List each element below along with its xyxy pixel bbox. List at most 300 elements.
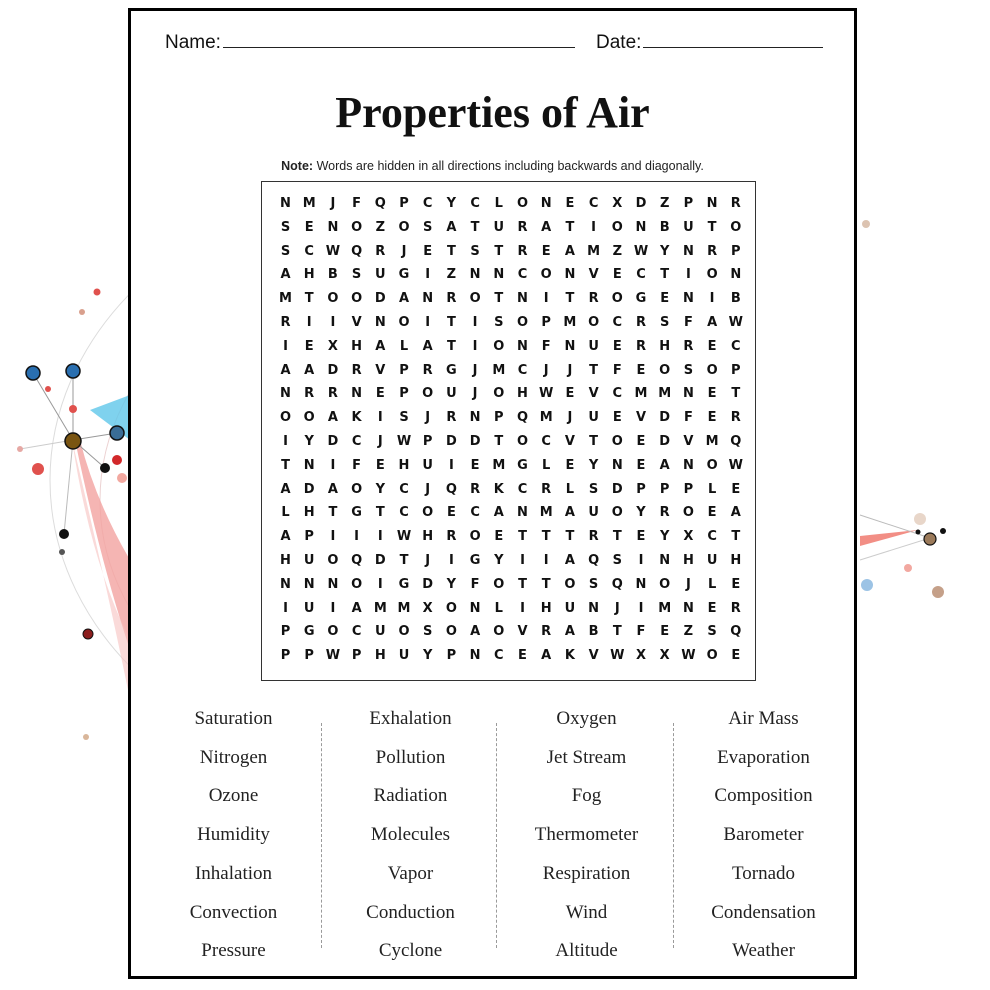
grid-letter: P bbox=[280, 624, 291, 640]
grid-letter: A bbox=[327, 481, 338, 497]
grid-letter: R bbox=[588, 291, 599, 307]
grid-letter: X bbox=[635, 648, 647, 664]
grid-letter: I bbox=[685, 267, 691, 283]
grid-letter: V bbox=[588, 648, 599, 664]
grid-letter: A bbox=[564, 553, 575, 568]
name-label: Name: bbox=[165, 32, 221, 53]
grid-letter: O bbox=[279, 410, 292, 426]
grid-letter: M bbox=[397, 600, 411, 616]
grid-letter: I bbox=[425, 315, 431, 330]
instructions-note bbox=[131, 159, 854, 173]
grid-letter: F bbox=[541, 338, 551, 354]
grid-letter: C bbox=[422, 196, 433, 211]
grid-letter: M bbox=[658, 600, 672, 616]
grid-letter: R bbox=[635, 338, 646, 354]
grid-letter: E bbox=[707, 338, 717, 354]
column-divider bbox=[673, 723, 674, 948]
grid-letter: I bbox=[330, 457, 336, 473]
grid-letter: T bbox=[707, 219, 717, 235]
grid-letter: V bbox=[564, 434, 575, 449]
grid-letter: A bbox=[707, 315, 718, 330]
grid-letter: C bbox=[399, 481, 409, 497]
grid-letter: T bbox=[446, 338, 456, 354]
grid-letter: R bbox=[730, 600, 741, 616]
grid-letter: H bbox=[517, 386, 528, 402]
grid-letter: R bbox=[446, 410, 457, 426]
grid-letter: J bbox=[472, 386, 478, 402]
grid-letter: I bbox=[377, 529, 383, 545]
grid-letter: J bbox=[567, 410, 573, 426]
grid-letter: I bbox=[472, 315, 478, 330]
grid-letter: N bbox=[351, 386, 363, 402]
grid-letter: T bbox=[281, 457, 290, 473]
grid-letter: S bbox=[280, 243, 291, 259]
grid-letter: P bbox=[541, 315, 551, 330]
grid-letter: Q bbox=[351, 553, 363, 568]
grid-letter: J bbox=[330, 196, 336, 211]
grid-letter: R bbox=[280, 315, 291, 330]
word-list-item: Thermometer bbox=[534, 824, 639, 846]
grid-letter: A bbox=[564, 505, 575, 521]
grid-letter: R bbox=[517, 243, 528, 259]
grid-letter: Z bbox=[659, 196, 670, 211]
grid-letter: J bbox=[614, 600, 620, 616]
grid-letter: L bbox=[542, 457, 551, 473]
grid-letter: O bbox=[588, 315, 600, 330]
grid-letter: O bbox=[422, 386, 434, 402]
word-list-item: Evaporation bbox=[717, 746, 810, 768]
grid-letter: K bbox=[493, 481, 504, 497]
grid-letter: W bbox=[633, 243, 649, 259]
grid-letter: E bbox=[707, 410, 717, 426]
grid-letter: P bbox=[683, 196, 694, 211]
grid-letter: O bbox=[493, 386, 505, 402]
grid-letter: R bbox=[588, 529, 599, 545]
grid-letter: E bbox=[707, 505, 717, 521]
grid-letter: R bbox=[422, 362, 433, 378]
grid-letter: O bbox=[659, 362, 671, 378]
grid-letter: M bbox=[705, 434, 719, 449]
grid-letter: G bbox=[398, 576, 410, 592]
grid-letter: R bbox=[683, 338, 694, 354]
grid-letter: U bbox=[588, 338, 599, 354]
grid-letter: U bbox=[493, 219, 505, 235]
grid-letter: N bbox=[469, 267, 481, 283]
grid-letter: J bbox=[567, 362, 573, 378]
grid-letter: D bbox=[327, 362, 339, 378]
grid-letter: T bbox=[541, 576, 551, 592]
grid-letter: P bbox=[446, 648, 457, 664]
word-list-item: Humidity bbox=[197, 824, 270, 846]
grid-letter: T bbox=[446, 243, 456, 259]
grid-letter: F bbox=[352, 457, 362, 473]
grid-letter: E bbox=[423, 243, 433, 259]
grid-letter: N bbox=[682, 243, 694, 259]
grid-letter: O bbox=[540, 267, 552, 283]
grid-letter: F bbox=[683, 410, 693, 426]
grid-letter: A bbox=[493, 505, 504, 521]
grid-letter: U bbox=[375, 624, 386, 640]
grid-letter: E bbox=[565, 386, 575, 402]
grid-letter: O bbox=[611, 219, 623, 235]
grid-letter: O bbox=[422, 505, 434, 521]
grid-letter: N bbox=[635, 219, 647, 235]
grid-letter: R bbox=[375, 243, 386, 259]
grid-letter: M bbox=[492, 457, 506, 473]
grid-letter: H bbox=[374, 648, 386, 664]
grid-letter: F bbox=[612, 362, 622, 378]
word-list-item: Respiration bbox=[542, 862, 631, 884]
grid-letter: Y bbox=[636, 505, 646, 521]
grid-letter: L bbox=[707, 576, 717, 592]
grid-letter: S bbox=[660, 315, 670, 330]
grid-letter: K bbox=[351, 410, 362, 426]
grid-letter: T bbox=[494, 243, 504, 259]
grid-letter: I bbox=[330, 600, 336, 616]
grid-letter: P bbox=[731, 243, 741, 259]
grid-letter: T bbox=[565, 529, 575, 545]
grid-letter: R bbox=[541, 624, 552, 640]
grid-letter: W bbox=[728, 457, 743, 473]
grid-letter: C bbox=[636, 267, 646, 283]
grid-letter: T bbox=[589, 362, 599, 378]
grid-letter: N bbox=[280, 576, 291, 592]
grid-letter: T bbox=[565, 291, 575, 307]
grid-letter: Z bbox=[683, 624, 694, 640]
grid-letter: N bbox=[327, 576, 339, 592]
grid-letter: N bbox=[517, 291, 528, 307]
grid-letter: M bbox=[587, 243, 601, 259]
grid-letter: R bbox=[327, 386, 338, 402]
grid-letter: A bbox=[327, 410, 338, 426]
grid-letter: S bbox=[588, 576, 599, 592]
grid-letter: P bbox=[636, 481, 646, 497]
grid-letter: N bbox=[469, 410, 481, 426]
grid-letter: M bbox=[302, 196, 316, 211]
grid-letter: I bbox=[638, 600, 644, 616]
grid-letter: E bbox=[636, 529, 646, 545]
grid-letter: E bbox=[636, 457, 646, 473]
grid-letter: P bbox=[494, 410, 504, 426]
grid-letter: O bbox=[398, 624, 410, 640]
word-list-item: Nitrogen bbox=[199, 746, 268, 768]
grid-letter: A bbox=[351, 600, 362, 616]
grid-letter: R bbox=[635, 315, 646, 330]
grid-letter: E bbox=[731, 576, 741, 592]
grid-letter: E bbox=[304, 219, 314, 235]
grid-letter: S bbox=[612, 553, 622, 568]
grid-letter: A bbox=[541, 648, 552, 664]
grid-letter: I bbox=[638, 553, 644, 568]
grid-letter: P bbox=[304, 529, 314, 545]
grid-letter: A bbox=[659, 457, 670, 473]
word-list-item: Tornado bbox=[731, 862, 796, 884]
grid-letter: J bbox=[401, 243, 407, 259]
grid-letter: Q bbox=[588, 553, 600, 568]
grid-letter: G bbox=[469, 553, 481, 568]
grid-letter: Y bbox=[304, 434, 314, 449]
grid-letter: H bbox=[303, 267, 315, 283]
grid-letter: F bbox=[636, 624, 646, 640]
grid-letter: C bbox=[541, 434, 551, 449]
word-list-item: Vapor bbox=[387, 862, 434, 884]
grid-letter: N bbox=[469, 648, 481, 664]
grid-letter: I bbox=[543, 553, 549, 568]
grid-letter: Q bbox=[445, 481, 457, 497]
grid-letter: M bbox=[563, 315, 577, 330]
word-list-item: Molecules bbox=[370, 824, 451, 846]
grid-letter: V bbox=[351, 315, 362, 330]
grid-letter: C bbox=[612, 386, 623, 402]
name-field bbox=[165, 31, 575, 54]
grid-letter: G bbox=[635, 291, 647, 307]
grid-letter: M bbox=[373, 600, 387, 616]
grid-letter: N bbox=[635, 576, 647, 592]
grid-letter: B bbox=[730, 291, 741, 307]
grid-letter: P bbox=[683, 481, 694, 497]
grid-letter: A bbox=[304, 362, 315, 378]
note-label: Note: bbox=[281, 159, 314, 173]
date-field bbox=[596, 31, 823, 54]
grid-letter: U bbox=[303, 600, 315, 616]
grid-letter: C bbox=[470, 505, 480, 521]
grid-letter: S bbox=[683, 362, 694, 378]
grid-letter: A bbox=[470, 624, 481, 640]
grid-letter: Z bbox=[446, 267, 457, 283]
grid-letter: H bbox=[351, 338, 363, 354]
grid-letter: C bbox=[304, 243, 314, 259]
grid-letter: E bbox=[304, 338, 314, 354]
grid-letter: N bbox=[374, 315, 386, 330]
grid-letter: O bbox=[706, 648, 718, 664]
grid-letter: O bbox=[469, 529, 481, 545]
grid-letter: T bbox=[731, 529, 741, 545]
grid-letter: X bbox=[659, 648, 670, 664]
grid-letter: Y bbox=[659, 243, 670, 259]
grid-letter: C bbox=[612, 315, 623, 330]
grid-letter: O bbox=[659, 576, 671, 592]
grid-letter: R bbox=[446, 529, 457, 545]
grid-letter: L bbox=[494, 196, 503, 211]
grid-letter: I bbox=[591, 219, 597, 235]
grid-letter: E bbox=[375, 386, 385, 402]
grid-letter: J bbox=[377, 434, 383, 449]
grid-letter: H bbox=[303, 505, 315, 521]
grid-letter: C bbox=[351, 434, 362, 449]
grid-letter: P bbox=[280, 648, 291, 664]
grid-letter: H bbox=[730, 553, 742, 568]
column-divider bbox=[496, 723, 497, 948]
grid-letter: T bbox=[518, 576, 527, 592]
grid-letter: R bbox=[730, 410, 741, 426]
grid-letter: A bbox=[422, 338, 433, 354]
grid-letter: T bbox=[541, 529, 551, 545]
grid-letter: T bbox=[660, 267, 670, 283]
grid-letter: Q bbox=[516, 410, 529, 426]
word-list-item: Fog bbox=[571, 785, 602, 807]
grid-letter: Q bbox=[730, 434, 742, 449]
grid-letter: R bbox=[446, 291, 457, 307]
grid-letter: N bbox=[517, 338, 528, 354]
grid-letter: N bbox=[540, 196, 552, 211]
grid-letter: T bbox=[518, 529, 527, 545]
grid-letter: J bbox=[543, 362, 549, 378]
grid-letter: P bbox=[399, 196, 409, 211]
grid-letter: O bbox=[351, 576, 363, 592]
grid-letter: Y bbox=[659, 529, 670, 545]
grid-letter: E bbox=[541, 243, 551, 259]
grid-letter: A bbox=[564, 624, 575, 640]
date-blank-line bbox=[643, 31, 823, 48]
grid-letter: O bbox=[351, 219, 363, 235]
grid-letter: O bbox=[611, 434, 623, 449]
grid-letter: N bbox=[280, 386, 291, 402]
grid-letter: S bbox=[423, 624, 433, 640]
grid-letter: Y bbox=[446, 576, 457, 592]
grid-letter: I bbox=[330, 315, 336, 330]
word-list-item: Barometer bbox=[723, 824, 804, 846]
grid-letter: I bbox=[472, 338, 478, 354]
grid-letter: H bbox=[280, 553, 291, 568]
grid-letter: O bbox=[445, 600, 457, 616]
grid-letter: L bbox=[281, 505, 290, 521]
grid-letter: O bbox=[516, 315, 529, 330]
grid-letter: P bbox=[399, 362, 409, 378]
grid-letter: E bbox=[494, 529, 504, 545]
grid-letter: A bbox=[280, 481, 291, 497]
grid-letter: K bbox=[564, 648, 575, 664]
grid-letter: I bbox=[283, 338, 288, 354]
word-list-item: Pressure bbox=[201, 940, 266, 962]
grid-letter: E bbox=[731, 481, 741, 497]
grid-letter: I bbox=[306, 315, 312, 330]
grid-letter: T bbox=[494, 434, 504, 449]
grid-letter: S bbox=[351, 267, 362, 283]
grid-letter: Q bbox=[351, 243, 363, 259]
word-list-item: Ozone bbox=[208, 785, 259, 807]
word-list-item: Jet Stream bbox=[546, 746, 627, 768]
grid-letter: P bbox=[731, 362, 741, 378]
grid-letter: I bbox=[377, 410, 383, 426]
grid-letter: D bbox=[469, 434, 481, 449]
grid-letter: T bbox=[589, 434, 599, 449]
word-list-item: Altitude bbox=[555, 940, 618, 962]
grid-letter: O bbox=[327, 624, 339, 640]
word-list-item: Air Mass bbox=[728, 708, 799, 729]
grid-letter: R bbox=[351, 362, 362, 378]
grid-letter: H bbox=[422, 529, 434, 545]
grid-letter: O bbox=[706, 457, 718, 473]
grid-letter: E bbox=[446, 505, 456, 521]
grid-letter: C bbox=[399, 505, 409, 521]
grid-letter: O bbox=[493, 576, 505, 592]
grid-letter: O bbox=[611, 291, 623, 307]
grid-letter: O bbox=[493, 338, 505, 354]
grid-letter: W bbox=[325, 243, 341, 259]
grid-letter: R bbox=[707, 243, 718, 259]
grid-letter: M bbox=[539, 505, 553, 521]
grid-letter: V bbox=[683, 434, 694, 449]
word-list-item: Radiation bbox=[373, 785, 448, 807]
word-list-item: Inhalation bbox=[194, 862, 273, 884]
grid-letter: H bbox=[682, 553, 694, 568]
grid-letter: Z bbox=[375, 219, 386, 235]
word-list-item: Condensation bbox=[711, 901, 816, 923]
grid-letter: N bbox=[588, 600, 600, 616]
date-label: Date: bbox=[596, 32, 642, 53]
grid-letter: U bbox=[683, 219, 694, 235]
grid-letter: D bbox=[422, 576, 434, 592]
grid-letter: B bbox=[588, 624, 599, 640]
grid-letter: U bbox=[588, 505, 599, 521]
grid-letter: E bbox=[518, 648, 527, 664]
grid-letter: E bbox=[565, 457, 575, 473]
grid-letter: O bbox=[327, 291, 339, 307]
grid-letter: Q bbox=[730, 624, 742, 640]
grid-letter: Q bbox=[611, 576, 623, 592]
grid-letter: J bbox=[425, 553, 431, 568]
grid-letter: I bbox=[520, 553, 525, 568]
grid-letter: E bbox=[660, 624, 670, 640]
grid-letter: W bbox=[539, 386, 554, 402]
grid-letter: P bbox=[351, 648, 362, 664]
grid-letter: S bbox=[423, 219, 433, 235]
grid-letter: R bbox=[730, 196, 741, 211]
word-list-item: Pollution bbox=[375, 746, 446, 768]
grid-letter: Y bbox=[375, 481, 385, 497]
grid-letter: N bbox=[469, 600, 481, 616]
grid-letter: G bbox=[517, 457, 528, 473]
grid-letter: O bbox=[303, 410, 315, 426]
word-list-item: Cyclone bbox=[378, 940, 443, 962]
grid-letter: O bbox=[682, 505, 694, 521]
grid-letter: O bbox=[351, 481, 363, 497]
grid-letter: C bbox=[494, 648, 504, 664]
grid-letter: Z bbox=[612, 243, 623, 259]
grid-letter: U bbox=[446, 386, 457, 402]
grid-letter: X bbox=[327, 338, 338, 354]
grid-letter: E bbox=[612, 410, 622, 426]
grid-letter: N bbox=[422, 291, 434, 307]
grid-letter: E bbox=[612, 338, 622, 354]
grid-letter: N bbox=[682, 457, 694, 473]
grid-letter: O bbox=[469, 291, 481, 307]
grid-letter: C bbox=[470, 196, 480, 211]
grid-letter: I bbox=[709, 291, 715, 307]
word-list-item: Convection bbox=[189, 901, 278, 923]
grid-letter: S bbox=[707, 624, 717, 640]
page-title: Properties of Air bbox=[335, 88, 650, 137]
grid-letter: A bbox=[280, 267, 291, 283]
grid-letter: G bbox=[351, 505, 362, 521]
grid-letter: Y bbox=[422, 648, 433, 664]
grid-letter: W bbox=[728, 315, 743, 330]
grid-letter: D bbox=[374, 291, 386, 307]
grid-letter: A bbox=[730, 505, 741, 521]
grid-letter: T bbox=[731, 386, 741, 402]
grid-letter: V bbox=[588, 267, 599, 283]
grid-letter: I bbox=[283, 600, 288, 616]
grid-letter: D bbox=[659, 410, 671, 426]
grid-letter: N bbox=[611, 457, 623, 473]
grid-letter: M bbox=[279, 291, 292, 307]
grid-letter: E bbox=[470, 457, 480, 473]
grid-letter: O bbox=[730, 219, 742, 235]
grid-letter: R bbox=[541, 481, 552, 497]
grid-letter: W bbox=[396, 529, 412, 545]
grid-letter: N bbox=[517, 505, 528, 521]
grid-letter: T bbox=[494, 291, 504, 307]
